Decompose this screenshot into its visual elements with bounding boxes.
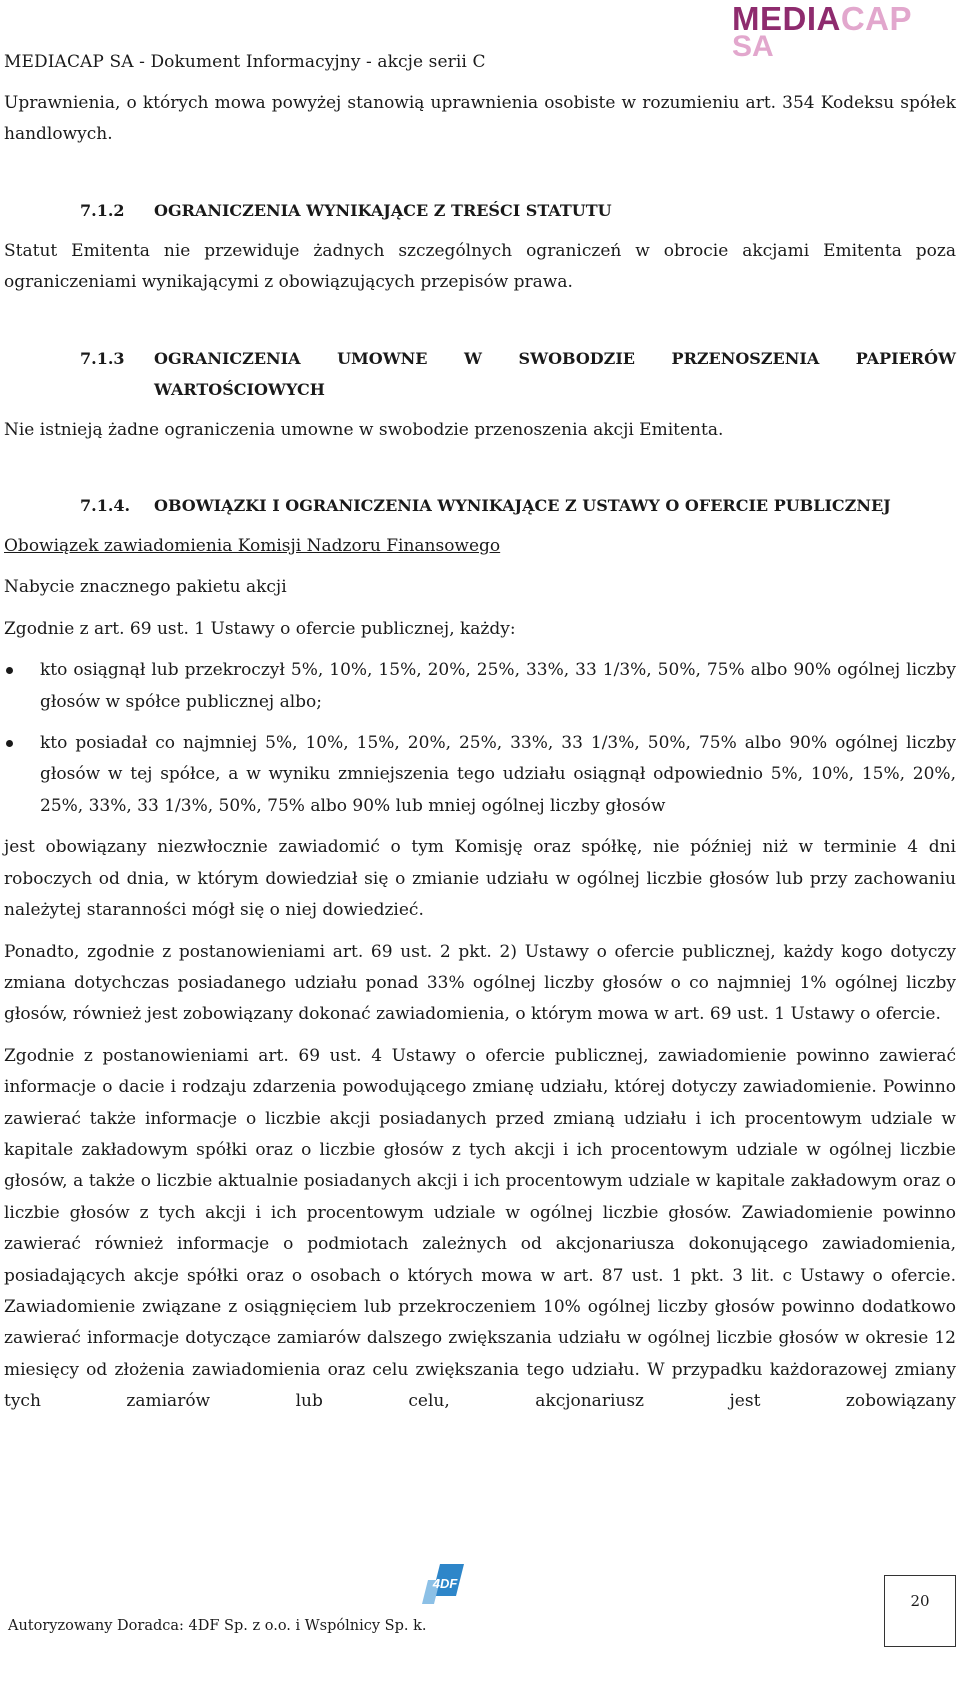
4df-logo-graphic [418, 1560, 468, 1610]
4df-logo-icon [418, 1560, 468, 1610]
bullet-icon [6, 667, 13, 674]
4df-logo-text: 4DF [432, 1576, 458, 1591]
section-title: OBOWIĄZKI I OGRANICZENIA WYNIKAJĄCE Z USTAWY O OFERCIE PUBLICZNEJ [154, 496, 891, 516]
section-7-1-2-body: Statut Emitenta nie przewiduje żadnych szczególnych ograniczeń w obrocie akcjami Emitenta poza ograniczeniami wynikającymi z obowiązujących przepisów prawa. [4, 240, 956, 293]
page-number: 20 [910, 1592, 930, 1610]
logo-sa-text: SA [732, 30, 774, 63]
zgodnie-paragraph: Zgodnie z postanowieniami art. 69 ust. 4 Ustawy o ofercie publicznej, zawiadomienie powinno zawierać informacje o dacie i rodzaju zdarzenia powodującego zmianę udziału, której dotyczy zawiadomienie. Powinno zawierać także informacje o liczbie akcji posiadanych przed zmianą udziału i ich procentowym udziale w kapitale zakładowym spółki oraz o liczbie głosów z tych akcji i ich procentowym udziale w ogólnej liczbie głosów, a także o liczbie aktualnie posiadanych akcji i ich procentowym udziale w kapitale zakładowym oraz o liczbie głosów z tych akcji i ich procentowym udziale w ogólnej liczbie głosów. Zawiadomienie powinno zawierać również informacje o podmiotach zależnych od akcjonariusza dokonującego zawiadomienia, posiadających akcje spółki oraz o osobach o których mowa w art. 87 ust. 1 pkt. 3 lit. c Ustawy o ofercie. Zawiadomienie związane z osiągnięciem lub przekroczeniem 10% ogólnej liczby głosów powinno dodatkowo zawierać informacje dotyczące zamiarów dalszego zwiększania udziału w ogólnej liczbie głosów w okresie 12 miesięcy od złożenia zawiadomienia oraz celu zwiększania tego udziału. W przypadku każdorazowej zmiany tych zamiarów lub celu, akcjonariusz jest zobowiązany [4, 1045, 956, 1412]
bullet-list [4, 655, 956, 822]
list-item [4, 655, 956, 718]
logo-media-text: MEDIA [732, 0, 841, 37]
section-7-1-3-body: Nie istnieją żadne ograniczenia umowne w swobodzie przenoszenia akcji Emitenta. [4, 419, 724, 440]
section-title-line2: WARTOŚCIOWYCH [154, 379, 325, 399]
section-number: 7.1.2 [80, 200, 125, 220]
page-number-box [884, 1575, 956, 1647]
section-heading-7-1-4 [4, 490, 956, 521]
intro-paragraph: Uprawnienia, o których mowa powyżej stanowią uprawnienia osobiste w rozumieniu art. 354 Kodeksu spółek handlowych. [4, 93, 956, 145]
subheading-paragraph [4, 531, 956, 562]
section-title: OGRANICZENIA WYNIKAJĄCE Z TREŚCI STATUTU [154, 200, 612, 220]
mediacap-logo [732, 0, 932, 62]
lead-paragraph: Zgodnie z art. 69 ust. 1 Ustawy o ofercie publicznej, każdy: [4, 618, 516, 639]
section-title-line1: OGRANICZENIA UMOWNE W SWOBODZIE PRZENOSZENIA PAPIERÓW [154, 348, 956, 368]
list-item-text: kto posiadał co najmniej 5%, 10%, 15%, 20%, 25%, 33%, 33 1/3%, 50%, 75% albo 90% ogólnej liczby głosów w tej spółce, a w wyniku zmniejszenia tego udziału osiągnął odpowiednio 5%, 10%, 15%, 20%, 25%, 33%, 33 1/3%, 50%, 75% albo 90% lub mniej ogólnej liczby głosów [40, 733, 956, 816]
list-item [4, 728, 956, 822]
ponadto-paragraph: Ponadto, zgodnie z postanowieniami art. 69 ust. 2 pkt. 2) Ustawy o ofercie publicznej, każdy kogo dotyczy zmiana dotychczas posiadanego udziału ponad 33% ogólnej liczby głosów o co najmniej 1% ogólnej liczby głosów, również jest zobowiązany dokonać zawiadomienia, o którym mowa w art. 69 ust. 1 Ustawy o ofercie. [4, 941, 956, 1025]
bullet-icon [6, 740, 13, 747]
after-bullets-paragraph: jest obowiązany niezwłocznie zawiadomić o tym Komisję oraz spółkę, nie później niż w terminie 4 dni roboczych od dnia, w którym dowiedział się o zmianie udziału w ogólnej liczbie głosów lub przy zachowaniu należytej staranności mógł się o niej dowiedzieć. [4, 837, 956, 921]
subheading-knf: Obowiązek zawiadomienia Komisji Nadzoru Finansowego [4, 536, 501, 557]
section-heading-7-1-2 [4, 195, 956, 226]
logo-cap-text: CAP [840, 0, 913, 37]
document-body [4, 88, 956, 1418]
footer-advisor: Autoryzowany Doradca: 4DF Sp. z o.o. i Wspólnicy Sp. k. [8, 1618, 427, 1634]
section-heading-7-1-3 [4, 343, 956, 405]
document-header-title: MEDIACAP SA - Dokument Informacyjny - akcje serii C [4, 52, 486, 72]
list-item-text: kto osiągnął lub przekroczył 5%, 10%, 15%, 20%, 25%, 33%, 33 1/3%, 50%, 75% albo 90% ogólnej liczby głosów w spółce publicznej albo; [40, 660, 956, 712]
section-number: 7.1.3 [80, 348, 125, 368]
subheading-nabycie: Nabycie znacznego pakietu akcji [4, 577, 287, 598]
section-number: 7.1.4. [80, 496, 131, 516]
